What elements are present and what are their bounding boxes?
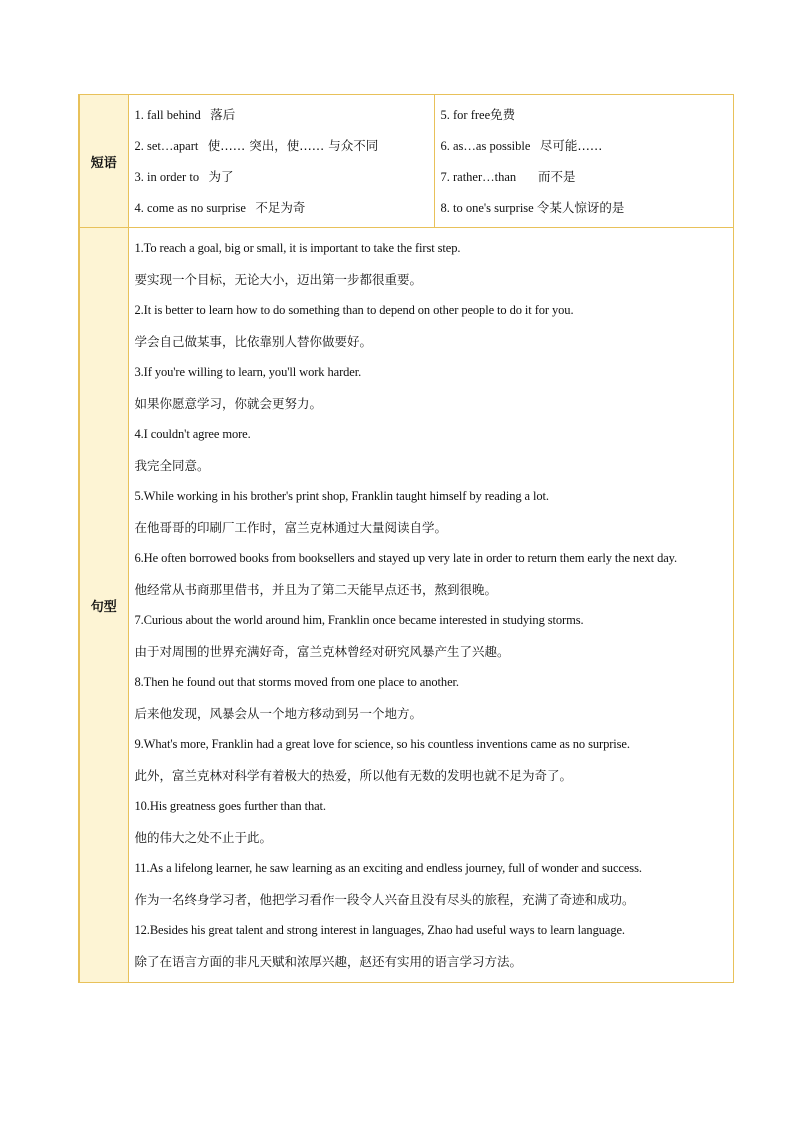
sentences-row bbox=[79, 228, 733, 983]
sentence-chinese: 如果你愿意学习，你就会更努力。 bbox=[134, 396, 323, 411]
phrase-english: 8. to one's surprise bbox=[440, 201, 534, 215]
phrase-item bbox=[441, 99, 733, 130]
sentence-chinese: 作为一名终身学习者，他把学习看作一段令人兴奋且没有尽头的旅程，充满了奇迹和成功。 bbox=[134, 892, 635, 907]
phrases-label: 短语 bbox=[79, 95, 128, 228]
sentence-english: 10.His greatness goes further than that. bbox=[134, 799, 326, 813]
phrase-english: 4. come as no surprise bbox=[134, 201, 246, 215]
phrase-english: 2. set…apart bbox=[134, 139, 199, 153]
phrase-english: 7. rather…than bbox=[440, 170, 517, 184]
phrase-chinese: 而不是 bbox=[538, 169, 576, 184]
vocabulary-table bbox=[78, 94, 734, 983]
phrases-row bbox=[79, 95, 733, 228]
phrase-chinese: 尽可能…… bbox=[539, 138, 603, 153]
phrase-item bbox=[441, 130, 733, 161]
sentence-english: 12.Besides his great talent and strong interest in languages, Zhao had useful ways to learn language. bbox=[134, 923, 625, 937]
phrase-item bbox=[135, 161, 434, 192]
sentence-english: 8.Then he found out that storms moved from one place to another. bbox=[134, 675, 459, 689]
sentence-chinese: 学会自己做某事，比依靠别人替你做要好。 bbox=[134, 334, 373, 349]
sentence-english: 7.Curious about the world around him, Franklin once became interested in studying storms. bbox=[134, 613, 584, 627]
sentence-english: 11.As a lifelong learner, he saw learning as an exciting and endless journey, full of wonder and success. bbox=[134, 861, 642, 875]
sentence-chinese: 他的伟大之处不止于此。 bbox=[134, 830, 273, 845]
sentences-label: 句型 bbox=[79, 228, 128, 983]
sentence-chinese: 除了在语言方面的非凡天赋和浓厚兴趣，赵还有实用的语言学习方法。 bbox=[134, 954, 523, 969]
phrase-item bbox=[135, 192, 434, 223]
sentence-chinese: 在他哥哥的印刷厂工作时，富兰克林通过大量阅读自学。 bbox=[134, 520, 448, 535]
sentence-chinese: 由于对周围的世界充满好奇，富兰克林曾经对研究风暴产生了兴趣。 bbox=[134, 644, 510, 659]
sentence-english: 1.To reach a goal, big or small, it is important to take the first step. bbox=[134, 241, 461, 255]
sentence-chinese: 后来他发现，风暴会从一个地方移动到另一个地方。 bbox=[134, 706, 423, 721]
phrase-chinese: 不足为奇 bbox=[255, 200, 306, 215]
phrase-chinese: 落后 bbox=[210, 107, 236, 122]
phrase-item bbox=[135, 130, 434, 161]
phrase-chinese: 使…… 突出，使…… 与众不同 bbox=[207, 138, 379, 153]
phrase-item bbox=[135, 99, 434, 130]
phrases-left-column bbox=[128, 95, 434, 228]
sentence-english: 5.While working in his brother's print shop, Franklin taught himself by reading a lot. bbox=[134, 489, 549, 503]
sentence-english: 6.He often borrowed books from booksellers and stayed up very late in order to return them early the next day. bbox=[134, 551, 678, 565]
phrase-item bbox=[441, 161, 733, 192]
phrase-english: 1. fall behind bbox=[134, 108, 201, 122]
phrase-english: 5. for free bbox=[440, 108, 491, 122]
phrases-right-column bbox=[434, 95, 733, 228]
sentence-english: 4.I couldn't agree more. bbox=[134, 427, 251, 441]
phrase-english: 6. as…as possible bbox=[440, 139, 531, 153]
phrase-chinese: 免费 bbox=[490, 107, 516, 122]
sentence-english: 3.If you're willing to learn, you'll work harder. bbox=[134, 365, 362, 379]
sentence-chinese: 此外，富兰克林对科学有着极大的热爱，所以他有无数的发明也就不足为奇了。 bbox=[134, 768, 573, 783]
sentence-chinese: 我完全同意。 bbox=[134, 458, 210, 473]
sentences-column bbox=[128, 228, 733, 983]
sentence-english: 9.What's more, Franklin had a great love for science, so his countless inventions came as no surprise. bbox=[134, 737, 630, 751]
phrase-item bbox=[441, 192, 733, 223]
phrase-chinese: 令某人惊讶的是 bbox=[536, 200, 625, 215]
sentence-chinese: 要实现一个目标，无论大小，迈出第一步都很重要。 bbox=[134, 272, 423, 287]
phrase-english: 3. in order to bbox=[134, 170, 200, 184]
sentence-english: 2.It is better to learn how to do something than to depend on other people to do it for you. bbox=[134, 303, 574, 317]
sentence-chinese: 他经常从书商那里借书，并且为了第二天能早点还书，熬到很晚。 bbox=[134, 582, 498, 597]
phrase-chinese: 为了 bbox=[208, 169, 234, 184]
